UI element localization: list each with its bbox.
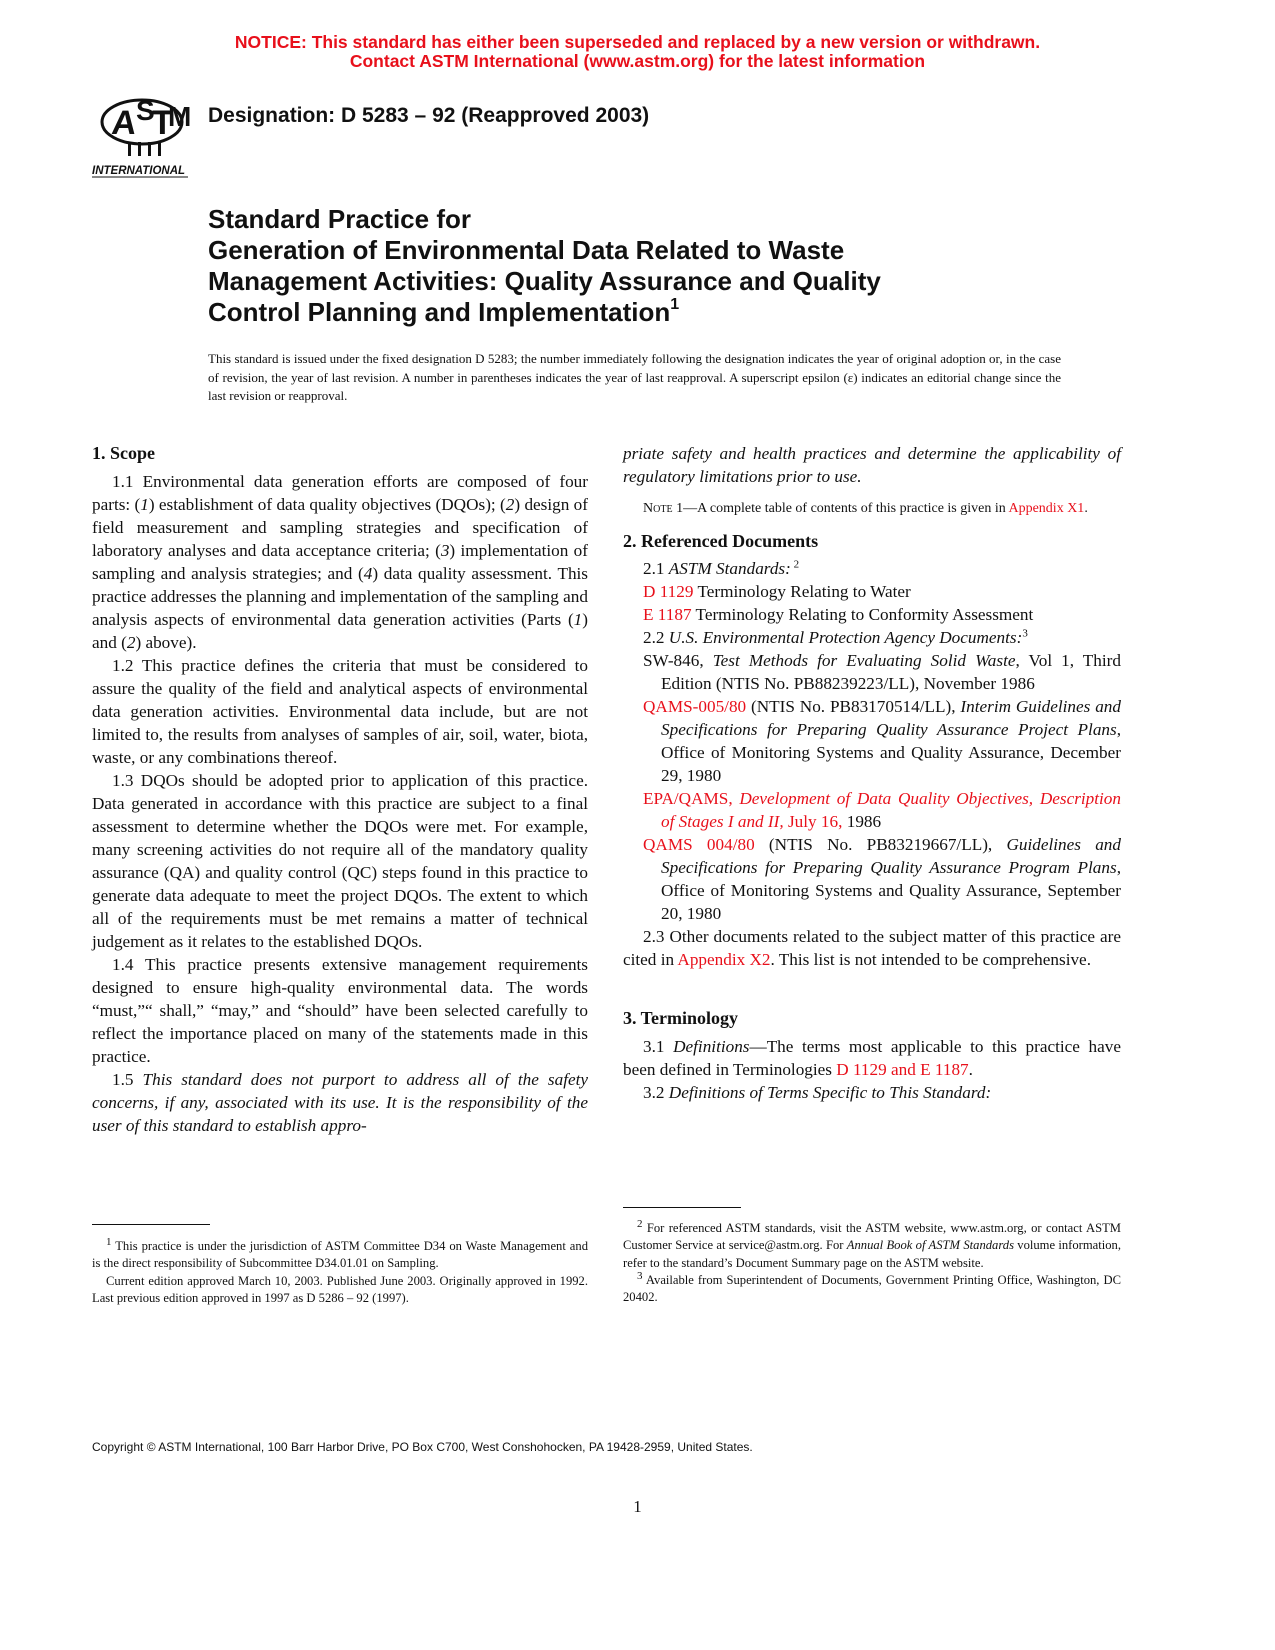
ref-qams-005: QAMS-005/80 (NTIS No. PB83170514/LL), Interim Guidelines and Specifications for Preparing Quality Assurance Project Plans, Office of Monitoring Systems and Quality Assurance, December 29, 1980 [643,697,1121,785]
svg-text:A: A [109,104,139,142]
notice-line-1: NOTICE: This standard has either been superseded and replaced by a new version or withdrawn. [234,32,1041,52]
terminology-link[interactable]: D 1129 and E 1187 [836,1060,969,1079]
paragraph-3-2: 3.2 Definitions of Terms Specific to This Standard: [643,1083,992,1102]
copyright-notice: Copyright © ASTM International, 100 Barr Harbor Drive, PO Box C700, West Conshohocken, PA 19428-2959, United States. [92,1440,753,1454]
svg-text:S: S [136,95,155,126]
paragraph-1-1: 1.1 Environmental data generation efforts are composed of four parts: (1) establishment of data quality objectives (DQOs); (2) design of field measurement and sampling strategies and specification of laboratory analyses and data acceptance criteria; (3) implementation of sampling and analysis strategies; and (4) data quality assessment. This practice addresses the planning and implementation of the sampling and analysis aspects of environmental data generation activities (Parts (1) and (2) above). [92,472,588,652]
section-heading-terminology: 3. Terminology [623,1008,739,1028]
right-column [623,442,1121,1104]
paragraph-2-3: 2.3 Other documents related to the subject matter of this practice are cited in Appendix X2. This list is not intended to be comprehensive. [623,927,1121,969]
paragraph-1-5-continued: priate safety and health practices and determine the applicability of regulatory limitations prior to use. [623,444,1121,486]
title-line-4: Control Planning and Implementation$^1$ [208,296,680,327]
ref-sw846: SW-846, Test Methods for Evaluating Solid Waste, Vol 1, Third Edition (NTIS No. PB88239223/LL), November 1986 [643,651,1121,693]
logo-text: INTERNATIONAL [92,165,186,177]
d1129-link[interactable]: D 1129 [643,582,694,601]
title-footnote-ref[interactable]: 1 [670,296,680,313]
paragraph-2-1: 2.1 ASTM Standards: $^2$ [643,558,800,578]
footnote-1-edition: Current edition approved March 10, 2003. Published June 2003. Originally approved in 1992. Last previous edition approved in 1997 as D 5286 – 92 (1997). [92,1273,588,1305]
ref-qams-004: QAMS 004/80 (NTIS No. PB83219667/LL), Guidelines and Specifications for Preparing Quality Assurance Program Plans, Office of Monitoring Systems and Quality Assurance, September 20, 1980 [643,835,1121,923]
appendix-x1-link[interactable]: Appendix X1 [1008,501,1085,516]
note-1: Note 1—A complete table of contents of this practice is given in Appendix X1. [643,501,1088,516]
ref-epa-qams: EPA/QAMS, Development of Data Quality Objectives, Description of Stages I and II, July 16, 1986 [643,789,1121,831]
section-heading-referenced-documents: 2. Referenced Documents [623,531,819,551]
title-line-3: Management Activities: Quality Assurance and Quality [208,266,881,296]
qams-004-link[interactable]: QAMS 004/80 [643,835,755,854]
footnote-2: $^2$ For referenced ASTM standards, visit the ASTM website, www.astm.org, or contact ASTM Customer Service at service@astm.org. For Annual Book of ASTM Standards volume information, refer to the standard’s Document Summary page on the ASTM website. [623,1217,1121,1270]
qams-005-link[interactable]: QAMS-005/80 [643,697,747,716]
footnote-rule-left [92,1224,210,1225]
footnotes-left [92,1235,588,1307]
astm-logo-icon [90,84,202,184]
paragraph-1-5: 1.5 This standard does not purport to address all of the safety concerns, if any, associated with its use. It is the responsibility of the user of this standard to establish appro- [92,1070,589,1135]
footnote-3: $^3$ Available from Superintendent of Documents, Government Printing Office, Washington, DC 20402. [623,1269,1121,1305]
epa-qams-link[interactable]: EPA/QAMS, Development of Data Quality Objectives, Description of Stages I and II, July 16, [643,789,1121,831]
ref-d1129: D 1129 Terminology Relating to Water [643,582,911,601]
page-number: 1 [633,1497,642,1516]
withdrawal-notice [0,33,1275,71]
paragraph-1-2: 1.2 This practice defines the criteria that must be considered to assure the quality of the field and analytical aspects of environmental data generation activities. Environmental data include, but are not limited to, the results from analyses of samples of air, soil, water, biota, waste, or any combinations thereof. [92,656,588,767]
title-line-2: Generation of Environmental Data Related to Waste [208,235,845,265]
notice-line-2: Contact ASTM International (www.astm.org) for the latest information [349,51,926,71]
footnote-1: $^1$ This practice is under the jurisdiction of ASTM Committee D34 on Waste Management and is the direct responsibility of Subcommittee D34.01.01 on Sampling. [92,1235,588,1271]
designation: Designation: D 5283 – 92 (Reapproved 2003) [208,104,650,127]
document-title [208,204,1008,328]
svg-text:T: T [152,104,173,142]
e1187-link[interactable]: E 1187 [643,605,692,624]
paragraph-3-1: 3.1 Definitions—The terms most applicable to this practice have been defined in Terminologies D 1129 and E 1187. [623,1037,1122,1079]
left-column [92,442,588,1137]
title-line-1: Standard Practice for [208,204,471,234]
issued-statement: This standard is issued under the fixed designation D 5283; the number immediately following the designation indicates the year of original adoption or, in the case of revision, the year of last revision. A number in parentheses indicates the year of last reapproval. A superscript epsilon (ε) indicates an editorial change since the last revision or reapproval. [208,351,1061,403]
svg-text:M: M [168,101,192,132]
paragraph-1-3: 1.3 DQOs should be adopted prior to application of this practice. Data generated in accordance with this practice are subject to a final assessment to determine whether the DQOs were met. For example, many screening activities do not require all of the mandatory quality assurance (QA) and quality control (QC) steps found in this practice to generate data adequate to meet the project DQOs. The extent to which all of the requirements must be met remains a matter of technical judgement as it relates to the established DQOs. [92,771,588,951]
footnotes-right [623,1217,1121,1306]
appendix-x2-link[interactable]: Appendix X2 [677,950,771,969]
ref-e1187: E 1187 Terminology Relating to Conformity Assessment [643,605,1034,624]
paragraph-2-2: 2.2 U.S. Environmental Protection Agency Documents:$^3$ [643,627,1028,647]
paragraph-1-4: 1.4 This practice presents extensive management requirements designed to ensure high-quality environmental data. The words “must,”“ shall,” “may,” and “should” have been selected carefully to reflect the importance placed on many of the statements made in this practice. [92,955,588,1066]
footnote-rule-right [623,1207,741,1208]
section-heading-scope: 1. Scope [92,443,155,463]
